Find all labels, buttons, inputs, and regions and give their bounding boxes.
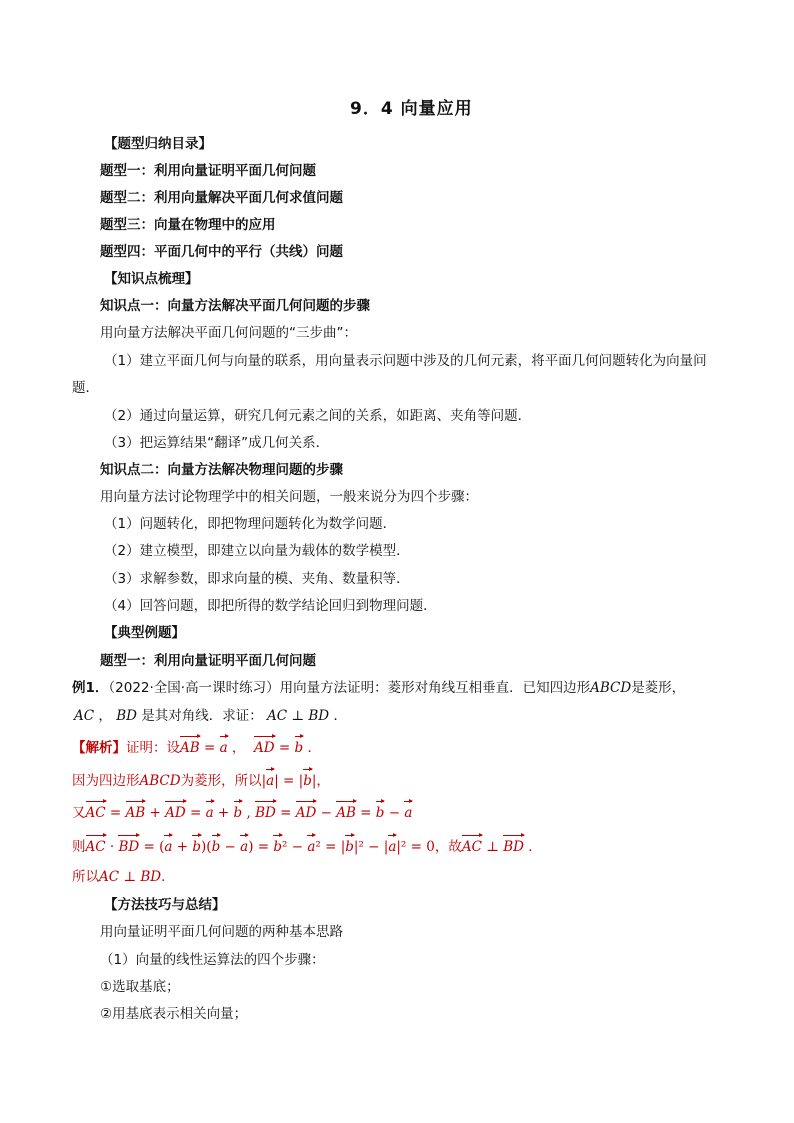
knowledge-point-2-title: 知识点二：向量方法解决物理问题的步骤 [100, 462, 343, 478]
formula: AC · BD = (a + b)(b − a) = b² − a² = |b|² − |a|² [86, 839, 411, 855]
knowledge-point-2-step: （4）回答问题，即把所得的数学结论回归到物理问题． [104, 598, 437, 614]
solution-line-2: 因为四边形ABCD为菱形，所以|a| = |b|， [72, 768, 330, 790]
knowledge-point-1-step-continued: 题． [72, 380, 99, 396]
solution-line-4: 则AC · BD = (a + b)(b − a) = b² − a² = |b|² − |a|² = 0，故AC ⊥ BD ． [72, 834, 542, 856]
knowledge-point-2-step: （1）问题转化，即把物理问题转化为数学问题． [104, 516, 397, 532]
method-sub-item: ①选取基底； [100, 979, 180, 995]
formula: AC = AB + AD = a + b , BD = AD − AB = b − a [86, 805, 413, 821]
solution-line-1: 【解析】证明：设AB = a ， AD = b ． [72, 735, 321, 757]
method-sub-item: ②用基底表示相关向量； [100, 1006, 248, 1022]
knowledge-point-1-step: （1）建立平面几何与向量的联系，用向量表示问题中涉及的几何元素，将平面几何问题转化为向量问 [104, 353, 707, 369]
knowledge-heading: 【知识点梳理】 [104, 271, 199, 287]
knowledge-point-1-step: （2）通过向量运算，研究几何元素之间的关系，如距离、夹角等问题． [104, 408, 532, 424]
knowledge-point-1-step: （3）把运算结果“翻译”成几何关系． [104, 435, 330, 451]
example-source: （2022·全国·高一课时练习） [108, 680, 280, 696]
page-title: 9．4 向量应用 [350, 99, 473, 119]
catalog-item: 题型一：利用向量证明平面几何问题 [100, 163, 316, 179]
catalog-item: 题型二：利用向量解决平面几何求值问题 [100, 190, 343, 206]
method-heading: 【方法技巧与总结】 [104, 897, 226, 913]
formula: |a| = |b|， [262, 773, 330, 789]
question-type-title: 题型一：利用向量证明平面几何问题 [100, 653, 316, 669]
knowledge-point-2-step: （3）求解参数，即求向量的模、夹角、数量积等． [104, 571, 410, 587]
example-1-question-continued: AC ， BD 是其对角线．求证： AC ⊥ BD ． [74, 708, 347, 724]
knowledge-point-1-intro: 用向量方法解决平面几何问题的“三步曲”： [100, 325, 357, 341]
formula: AC ⊥ BD ． [462, 839, 542, 855]
catalog-item: 题型三：向量在物理中的应用 [100, 217, 276, 233]
knowledge-point-2-intro: 用向量方法讨论物理学中的相关问题，一般来说分为四个步骤： [100, 489, 478, 505]
solution-line-5: 所以AC ⊥ BD． [72, 869, 175, 885]
formula: AB = a ， AD = b ． [180, 740, 321, 756]
knowledge-point-1-title: 知识点一：向量方法解决平面几何问题的步骤 [100, 298, 370, 314]
method-intro: 用向量证明平面几何问题的两种基本思路 [100, 924, 343, 940]
examples-heading: 【典型例题】 [104, 625, 185, 641]
solution-tag: 【解析】 [72, 740, 126, 756]
example-label: 例1． [72, 680, 109, 696]
example-1-question: 例1．（2022·全国·高一课时练习）用向量方法证明：菱形对角线互相垂直．已知四边形ABCD是菱形， [72, 680, 686, 696]
solution-line-3: 又AC = AB + AD = a + b , BD = AD − AB = b − a [72, 800, 412, 822]
knowledge-point-2-step: （2）建立模型，即建立以向量为载体的数学模型． [104, 543, 410, 559]
method-item: （1）向量的线性运算法的四个步骤： [100, 952, 325, 968]
catalog-heading: 【题型归纳目录】 [104, 136, 212, 152]
catalog-item: 题型四：平面几何中的平行（共线）问题 [100, 244, 343, 260]
